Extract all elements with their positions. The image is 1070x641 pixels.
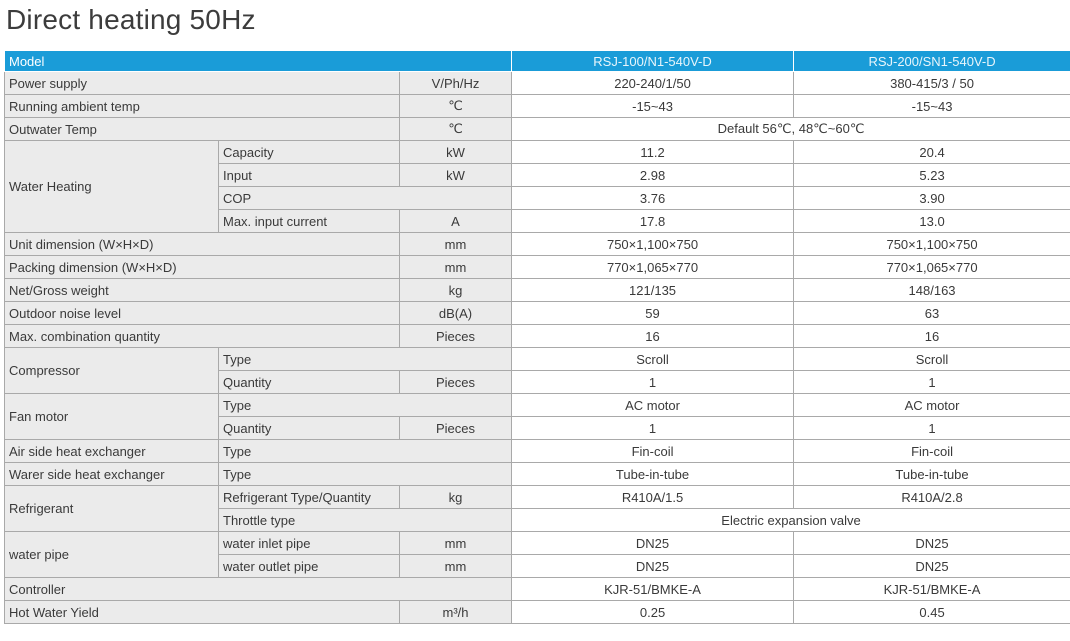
value-b: DN25	[794, 555, 1070, 578]
row-label: Warer side heat exchanger	[5, 463, 219, 486]
row-label: Running ambient temp	[5, 95, 400, 118]
sub-label: Refrigerant Type/Quantity	[219, 486, 400, 509]
value-b: Scroll	[794, 348, 1070, 371]
row-unit: Pieces	[400, 417, 512, 440]
value-a: 17.8	[512, 210, 794, 233]
row-label: Packing dimension (W×H×D)	[5, 256, 400, 279]
row-unit: mm	[400, 256, 512, 279]
value-a: KJR-51/BMKE-A	[512, 578, 794, 601]
table-row	[5, 325, 1070, 348]
merged-value: Electric expansion valve	[512, 509, 1070, 532]
value-a: 2.98	[512, 164, 794, 187]
value-a: 3.76	[512, 187, 794, 210]
value-a: Tube-in-tube	[512, 463, 794, 486]
row-label: Power supply	[5, 72, 400, 95]
value-b: AC motor	[794, 394, 1070, 417]
page-title: Direct heating 50Hz	[6, 4, 256, 35]
value-a: 11.2	[512, 141, 794, 164]
value-b: KJR-51/BMKE-A	[794, 578, 1070, 601]
sub-label: water inlet pipe	[219, 532, 400, 555]
value-b: 13.0	[794, 210, 1070, 233]
table-row	[5, 302, 1070, 325]
value-b: 1	[794, 417, 1070, 440]
group-label: Fan motor	[5, 394, 219, 440]
value-a: AC motor	[512, 394, 794, 417]
value-a: 220-240/1/50	[512, 72, 794, 95]
value-b: Fin-coil	[794, 440, 1070, 463]
value-b: 770×1,065×770	[794, 256, 1070, 279]
value-a: Fin-coil	[512, 440, 794, 463]
model-label: Model	[5, 51, 512, 72]
table-row	[5, 95, 1070, 118]
value-b: 750×1,100×750	[794, 233, 1070, 256]
table-row	[5, 394, 1070, 417]
row-unit: kW	[400, 164, 512, 187]
value-a: DN25	[512, 555, 794, 578]
value-b: 1	[794, 371, 1070, 394]
table-row	[5, 279, 1070, 302]
row-unit: dB(A)	[400, 302, 512, 325]
row-unit: m³/h	[400, 601, 512, 624]
row-label: Air side heat exchanger	[5, 440, 219, 463]
group-label: Water Heating	[5, 141, 219, 233]
table-row	[5, 118, 1070, 141]
value-b: 5.23	[794, 164, 1070, 187]
group-label: water pipe	[5, 532, 219, 578]
row-unit: ℃	[400, 95, 512, 118]
value-b: 148/163	[794, 279, 1070, 302]
row-unit: A	[400, 210, 512, 233]
row-label: Hot Water Yield	[5, 601, 400, 624]
sub-label: Type	[219, 463, 512, 486]
value-b: 63	[794, 302, 1070, 325]
table-row	[5, 463, 1070, 486]
row-unit: Pieces	[400, 325, 512, 348]
row-label: Outwater Temp	[5, 118, 400, 141]
row-unit: mm	[400, 555, 512, 578]
value-a: 121/135	[512, 279, 794, 302]
value-a: 1	[512, 371, 794, 394]
table-row	[5, 440, 1070, 463]
sub-label: Type	[219, 348, 512, 371]
value-b: 380-415/3 / 50	[794, 72, 1070, 95]
row-unit: kg	[400, 486, 512, 509]
value-b: DN25	[794, 532, 1070, 555]
value-b: Tube-in-tube	[794, 463, 1070, 486]
row-unit: Pieces	[400, 371, 512, 394]
table-row	[5, 256, 1070, 279]
value-a: 1	[512, 417, 794, 440]
value-a: R410A/1.5	[512, 486, 794, 509]
value-a: 770×1,065×770	[512, 256, 794, 279]
value-b: R410A/2.8	[794, 486, 1070, 509]
value-b: -15~43	[794, 95, 1070, 118]
table-row	[5, 348, 1070, 371]
value-a: -15~43	[512, 95, 794, 118]
table-row	[5, 72, 1070, 95]
group-label: Refrigerant	[5, 486, 219, 532]
row-label: Outdoor noise level	[5, 302, 400, 325]
table-row	[5, 601, 1070, 624]
value-b: 16	[794, 325, 1070, 348]
row-unit: kg	[400, 279, 512, 302]
sub-label: Throttle type	[219, 509, 512, 532]
row-label: Controller	[5, 578, 512, 601]
group-label: Compressor	[5, 348, 219, 394]
table-row	[5, 532, 1070, 555]
sub-label: Type	[219, 440, 512, 463]
value-a: Scroll	[512, 348, 794, 371]
model-b: RSJ-200/SN1-540V-D	[794, 51, 1070, 72]
table-row	[5, 486, 1070, 509]
sub-label: Quantity	[219, 371, 400, 394]
header-row	[5, 51, 1070, 72]
spec-table	[4, 50, 1070, 624]
value-a: 16	[512, 325, 794, 348]
sub-label: Type	[219, 394, 512, 417]
value-b: 0.45	[794, 601, 1070, 624]
sub-label: Capacity	[219, 141, 400, 164]
row-label: Max. combination quantity	[5, 325, 400, 348]
value-b: 3.90	[794, 187, 1070, 210]
row-label: Net/Gross weight	[5, 279, 400, 302]
sub-label: Quantity	[219, 417, 400, 440]
table-row	[5, 233, 1070, 256]
row-unit: kW	[400, 141, 512, 164]
row-label: Unit dimension (W×H×D)	[5, 233, 400, 256]
value-a: 0.25	[512, 601, 794, 624]
value-a: 750×1,100×750	[512, 233, 794, 256]
sub-label: Max. input current	[219, 210, 400, 233]
sub-label: COP	[219, 187, 512, 210]
merged-value: Default 56℃, 48℃~60℃	[512, 118, 1070, 141]
value-a: 59	[512, 302, 794, 325]
row-unit: V/Ph/Hz	[400, 72, 512, 95]
row-unit: mm	[400, 233, 512, 256]
row-unit: mm	[400, 532, 512, 555]
value-b: 20.4	[794, 141, 1070, 164]
table-row	[5, 141, 1070, 164]
sub-label: water outlet pipe	[219, 555, 400, 578]
table-row	[5, 578, 1070, 601]
sub-label: Input	[219, 164, 400, 187]
model-a: RSJ-100/N1-540V-D	[512, 51, 794, 72]
row-unit: ℃	[400, 118, 512, 141]
value-a: DN25	[512, 532, 794, 555]
